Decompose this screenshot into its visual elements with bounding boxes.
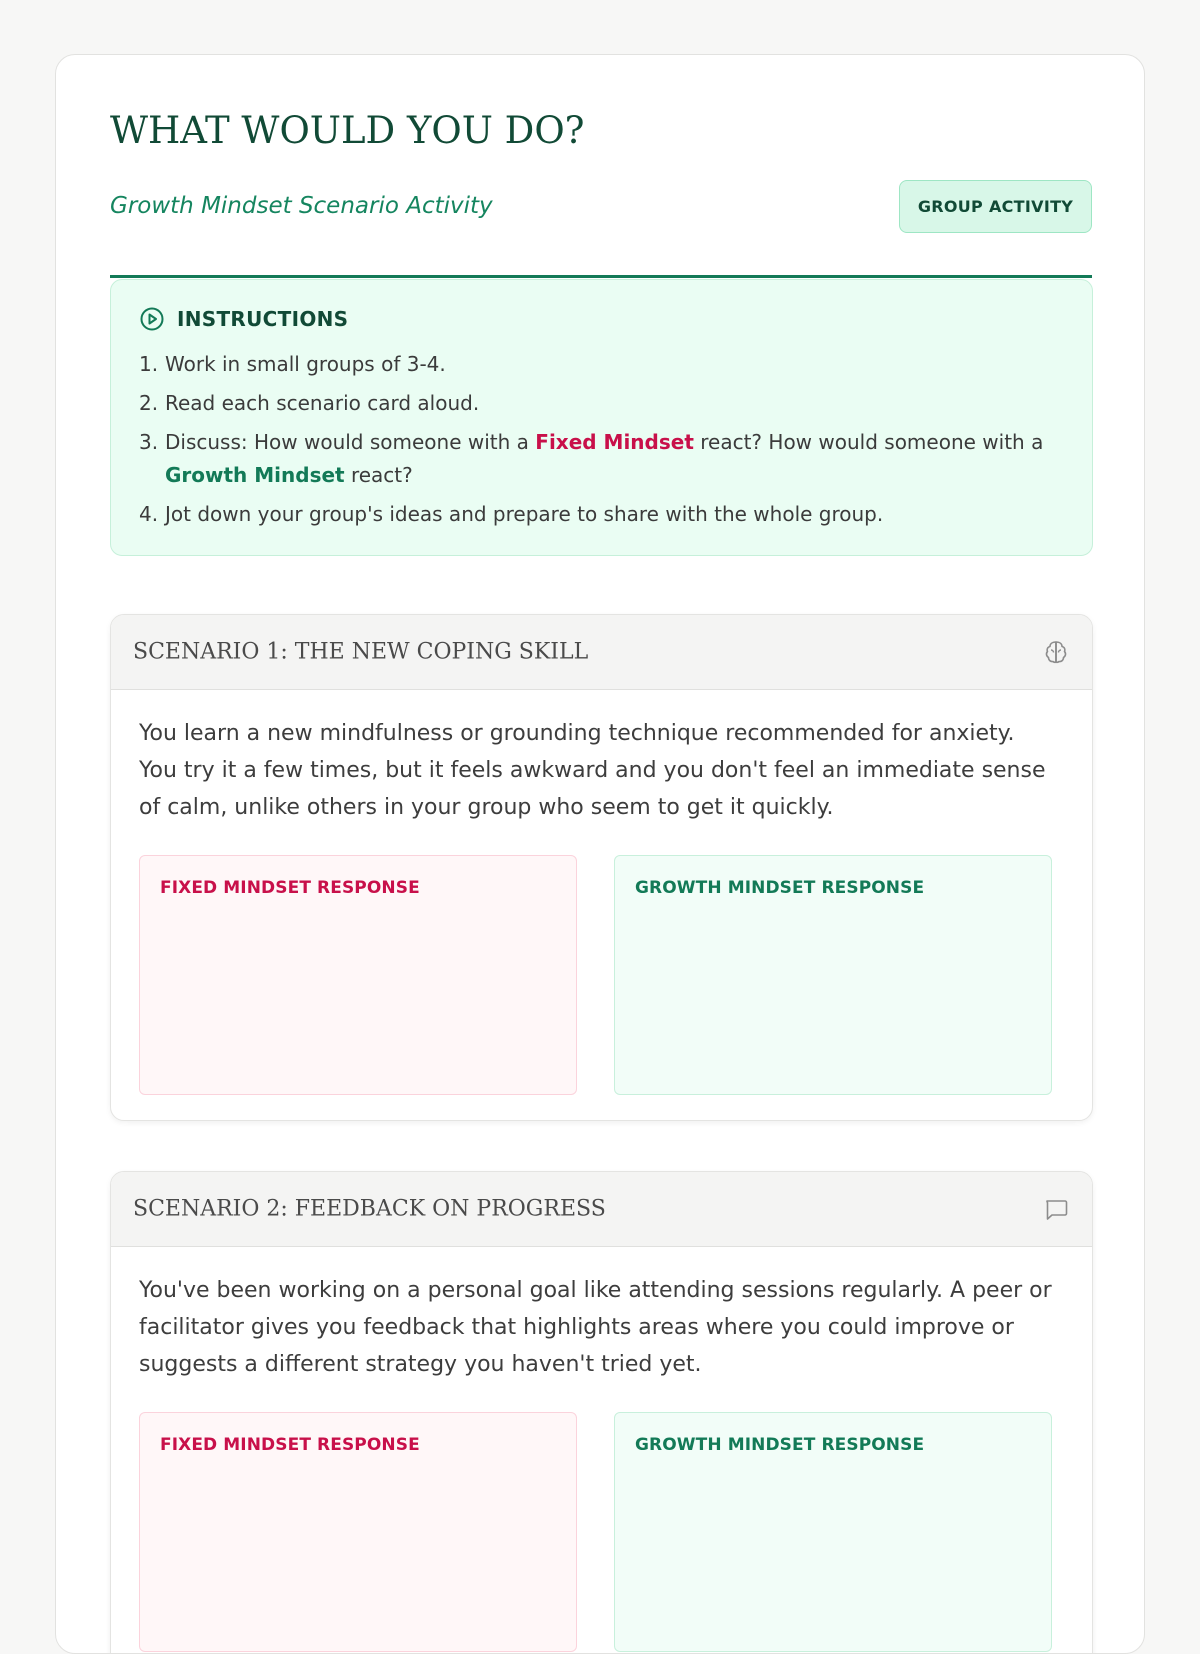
fixed-mindset-keyword: Fixed Mindset xyxy=(535,430,694,454)
growth-mindset-response-box[interactable] xyxy=(614,855,1052,1095)
instruction-text: react? xyxy=(344,463,413,487)
instruction-item xyxy=(139,387,1059,420)
instruction-item xyxy=(139,426,1059,492)
instruction-text: Discuss: How would someone with a xyxy=(165,430,536,454)
fixed-mindset-label: FIXED MINDSET RESPONSE xyxy=(160,1435,420,1455)
header xyxy=(110,109,1092,278)
instruction-text: react? How would someone with a xyxy=(693,430,1044,454)
brain-icon xyxy=(1042,638,1070,666)
scenario-title: SCENARIO 1: THE NEW COPING SKILL xyxy=(133,639,589,665)
worksheet-card xyxy=(55,54,1145,1654)
scenario-title: SCENARIO 2: FEEDBACK ON PROGRESS xyxy=(133,1196,606,1222)
instruction-text: Work in small groups of 3-4. xyxy=(165,352,446,376)
instructions-header xyxy=(139,306,348,332)
growth-mindset-keyword: Growth Mindset xyxy=(165,463,345,487)
instructions-list xyxy=(139,348,1059,537)
fixed-mindset-response-box[interactable] xyxy=(139,1412,577,1652)
growth-mindset-label: GROWTH MINDSET RESPONSE xyxy=(635,1435,925,1455)
scenario-header xyxy=(111,615,1092,690)
instruction-text: Read each scenario card aloud. xyxy=(165,391,480,415)
scenario-text: You learn a new mindfulness or grounding technique recommended for anxiety. You try it a few times, but it feels awkward and you don't feel an immediate sense of calm, unlike others in your group who seem to get it quickly. xyxy=(139,721,1046,820)
page-subtitle: Growth Mindset Scenario Activity xyxy=(110,193,493,219)
instruction-number: 2. xyxy=(139,391,159,415)
scenario-card xyxy=(110,614,1093,1121)
instruction-number: 1. xyxy=(139,352,159,376)
group-activity-badge: GROUP ACTIVITY xyxy=(899,180,1092,233)
instruction-number: 4. xyxy=(139,502,159,526)
fixed-mindset-response-box[interactable] xyxy=(139,855,577,1095)
scenario-card xyxy=(110,1171,1093,1654)
instruction-item xyxy=(139,348,1059,381)
instruction-item xyxy=(139,498,1059,531)
growth-mindset-label: GROWTH MINDSET RESPONSE xyxy=(635,878,925,898)
instruction-number: 3. xyxy=(139,430,159,454)
page-title: WHAT WOULD YOU DO? xyxy=(110,109,585,152)
growth-mindset-response-box[interactable] xyxy=(614,1412,1052,1652)
instruction-text: Jot down your group's ideas and prepare to share with the whole group. xyxy=(165,502,884,526)
scenario-text: You've been working on a personal goal like attending sessions regularly. A peer or facilitator gives you feedback that highlights areas where you could improve or suggests a different strategy you haven't tried yet. xyxy=(139,1278,1052,1377)
instructions-box xyxy=(110,279,1093,556)
instructions-title: INSTRUCTIONS xyxy=(177,307,349,331)
fixed-mindset-label: FIXED MINDSET RESPONSE xyxy=(160,878,420,898)
speech-bubble-icon xyxy=(1042,1195,1070,1223)
play-circle-icon xyxy=(139,306,165,332)
scenario-header xyxy=(111,1172,1092,1247)
